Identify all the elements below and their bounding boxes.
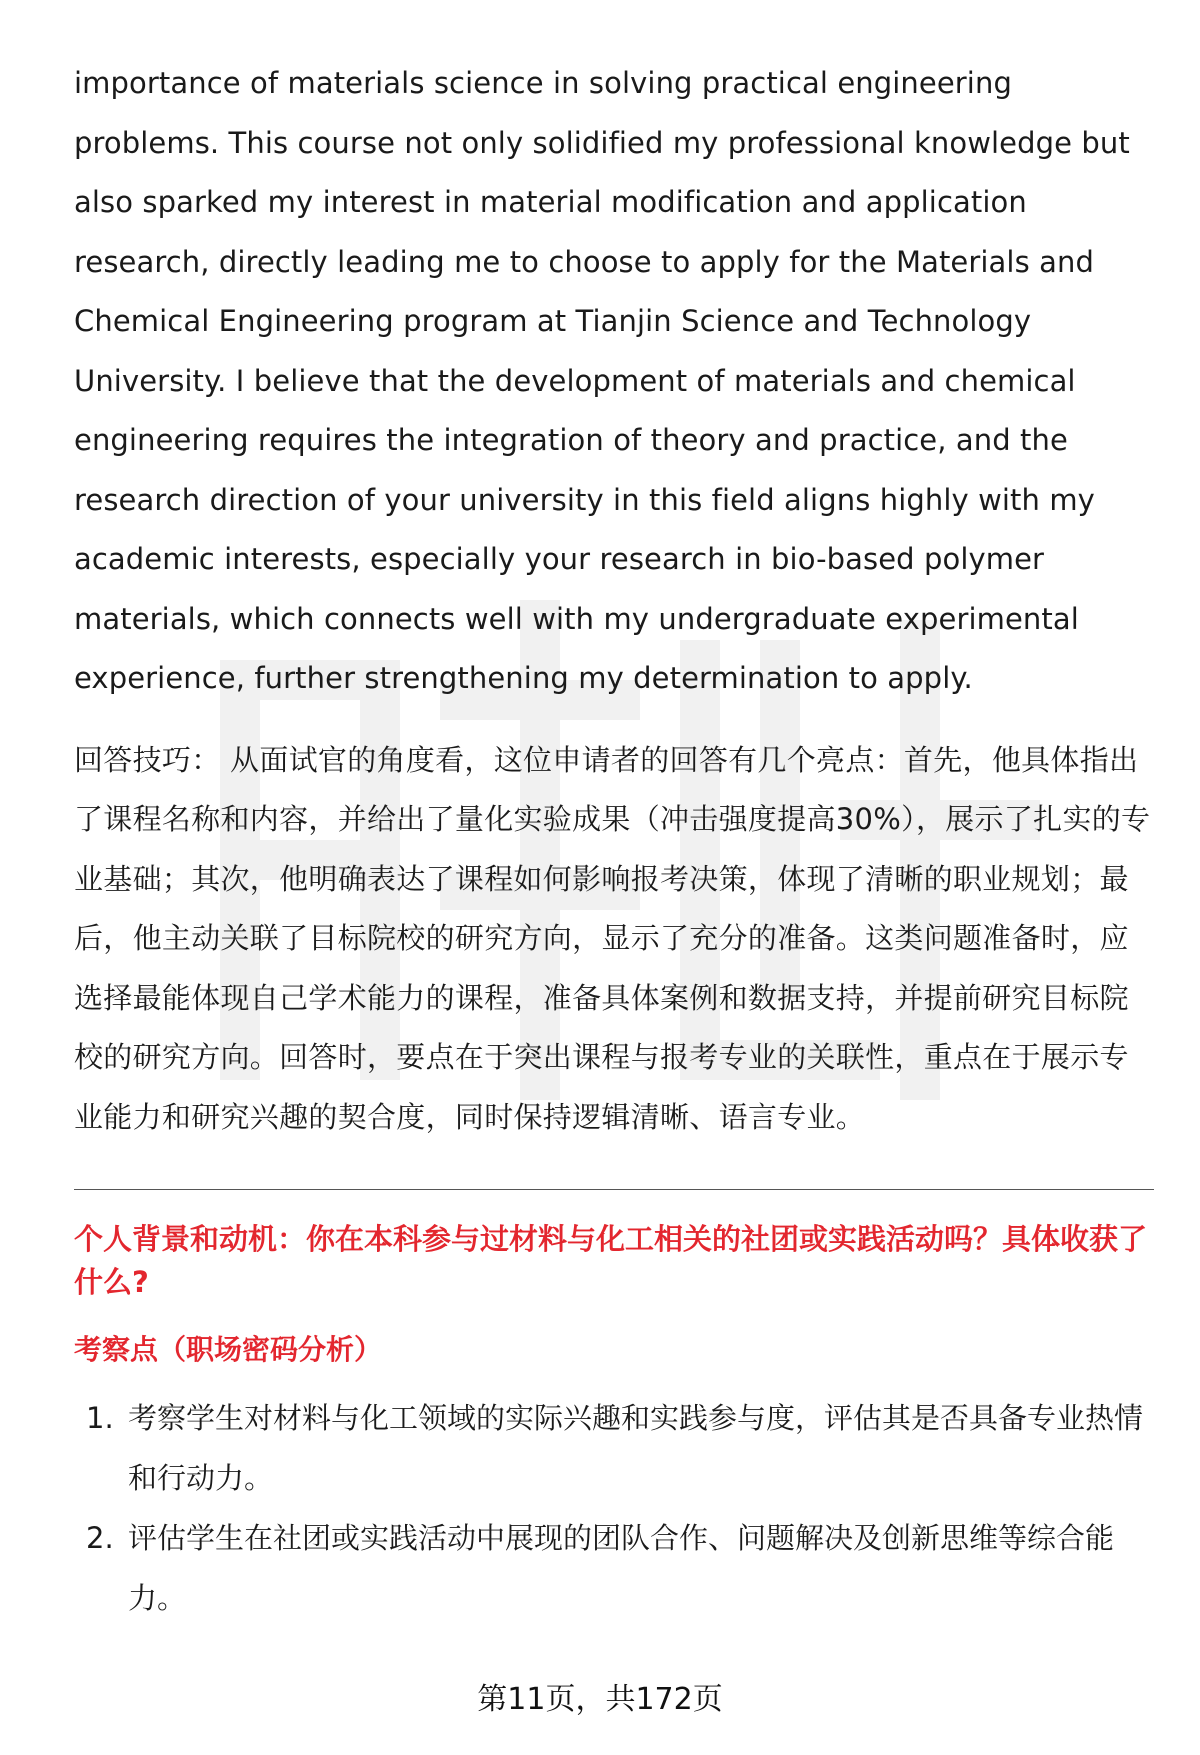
english-paragraph: importance of materials science in solving practical engineering problems. This course not only solidified my professional knowledge but also sparked my interest in material modification and application research, directly leading me to choose to apply for the Materials and Chemical Engineering program at Tianjin Science and Technology University. I believe that the development of materials and chemical engineering requires the integration of theory and practice, and the research direction of your university in this field aligns highly with my academic interests, especially your research in bio-based polymer materials, which connects well with my undergraduate experimental experience, further strengthening my determination to apply. — [74, 66, 1130, 695]
assessment-points-list — [74, 1388, 1154, 1628]
section-divider — [74, 1189, 1154, 1190]
list-item — [74, 1508, 1154, 1628]
list-item-number: 1. — [86, 1401, 114, 1435]
page-number-footer: 第11页，共172页 — [477, 1682, 723, 1717]
question-title: 个人背景和动机：你在本科参与过材料与化工相关的社团或实践活动吗？具体收获了什么? — [74, 1222, 1148, 1299]
section-label-assessment: 考察点（职场密码分析） — [74, 1333, 383, 1366]
list-item-number: 2. — [86, 1521, 114, 1555]
list-item — [74, 1388, 1154, 1508]
list-item-text: 评估学生在社团或实践活动中展现的团队合作、问题解决及创新思维等综合能力。 — [128, 1521, 1115, 1615]
list-item-text: 考察学生对材料与化工领域的实际兴趣和实践参与度，评估其是否具备专业热情和行动力。 — [128, 1401, 1144, 1495]
page-content — [74, 54, 1154, 1628]
tips-paragraph: 回答技巧： 从面试官的角度看，这位申请者的回答有几个亮点：首先，他具体指出了课程名称和内容，并给出了量化实验成果（冲击强度提高30%），展示了扎实的专业基础；其次，他明确表达了课程如何影响报考决策，体现了清晰的职业规划；最后，他主动关联了目标院校的研究方向，显示了充分的准备。这类问题准备时，应选择最能体现自己学术能力的课程，准备具体案例和数据支持，并提前研究目标院校的研究方向。回答时，要点在于突出课程与报考专业的关联性，重点在于展示专业能力和研究兴趣的契合度，同时保持逻辑清晰、语言专业。 — [74, 742, 1151, 1134]
